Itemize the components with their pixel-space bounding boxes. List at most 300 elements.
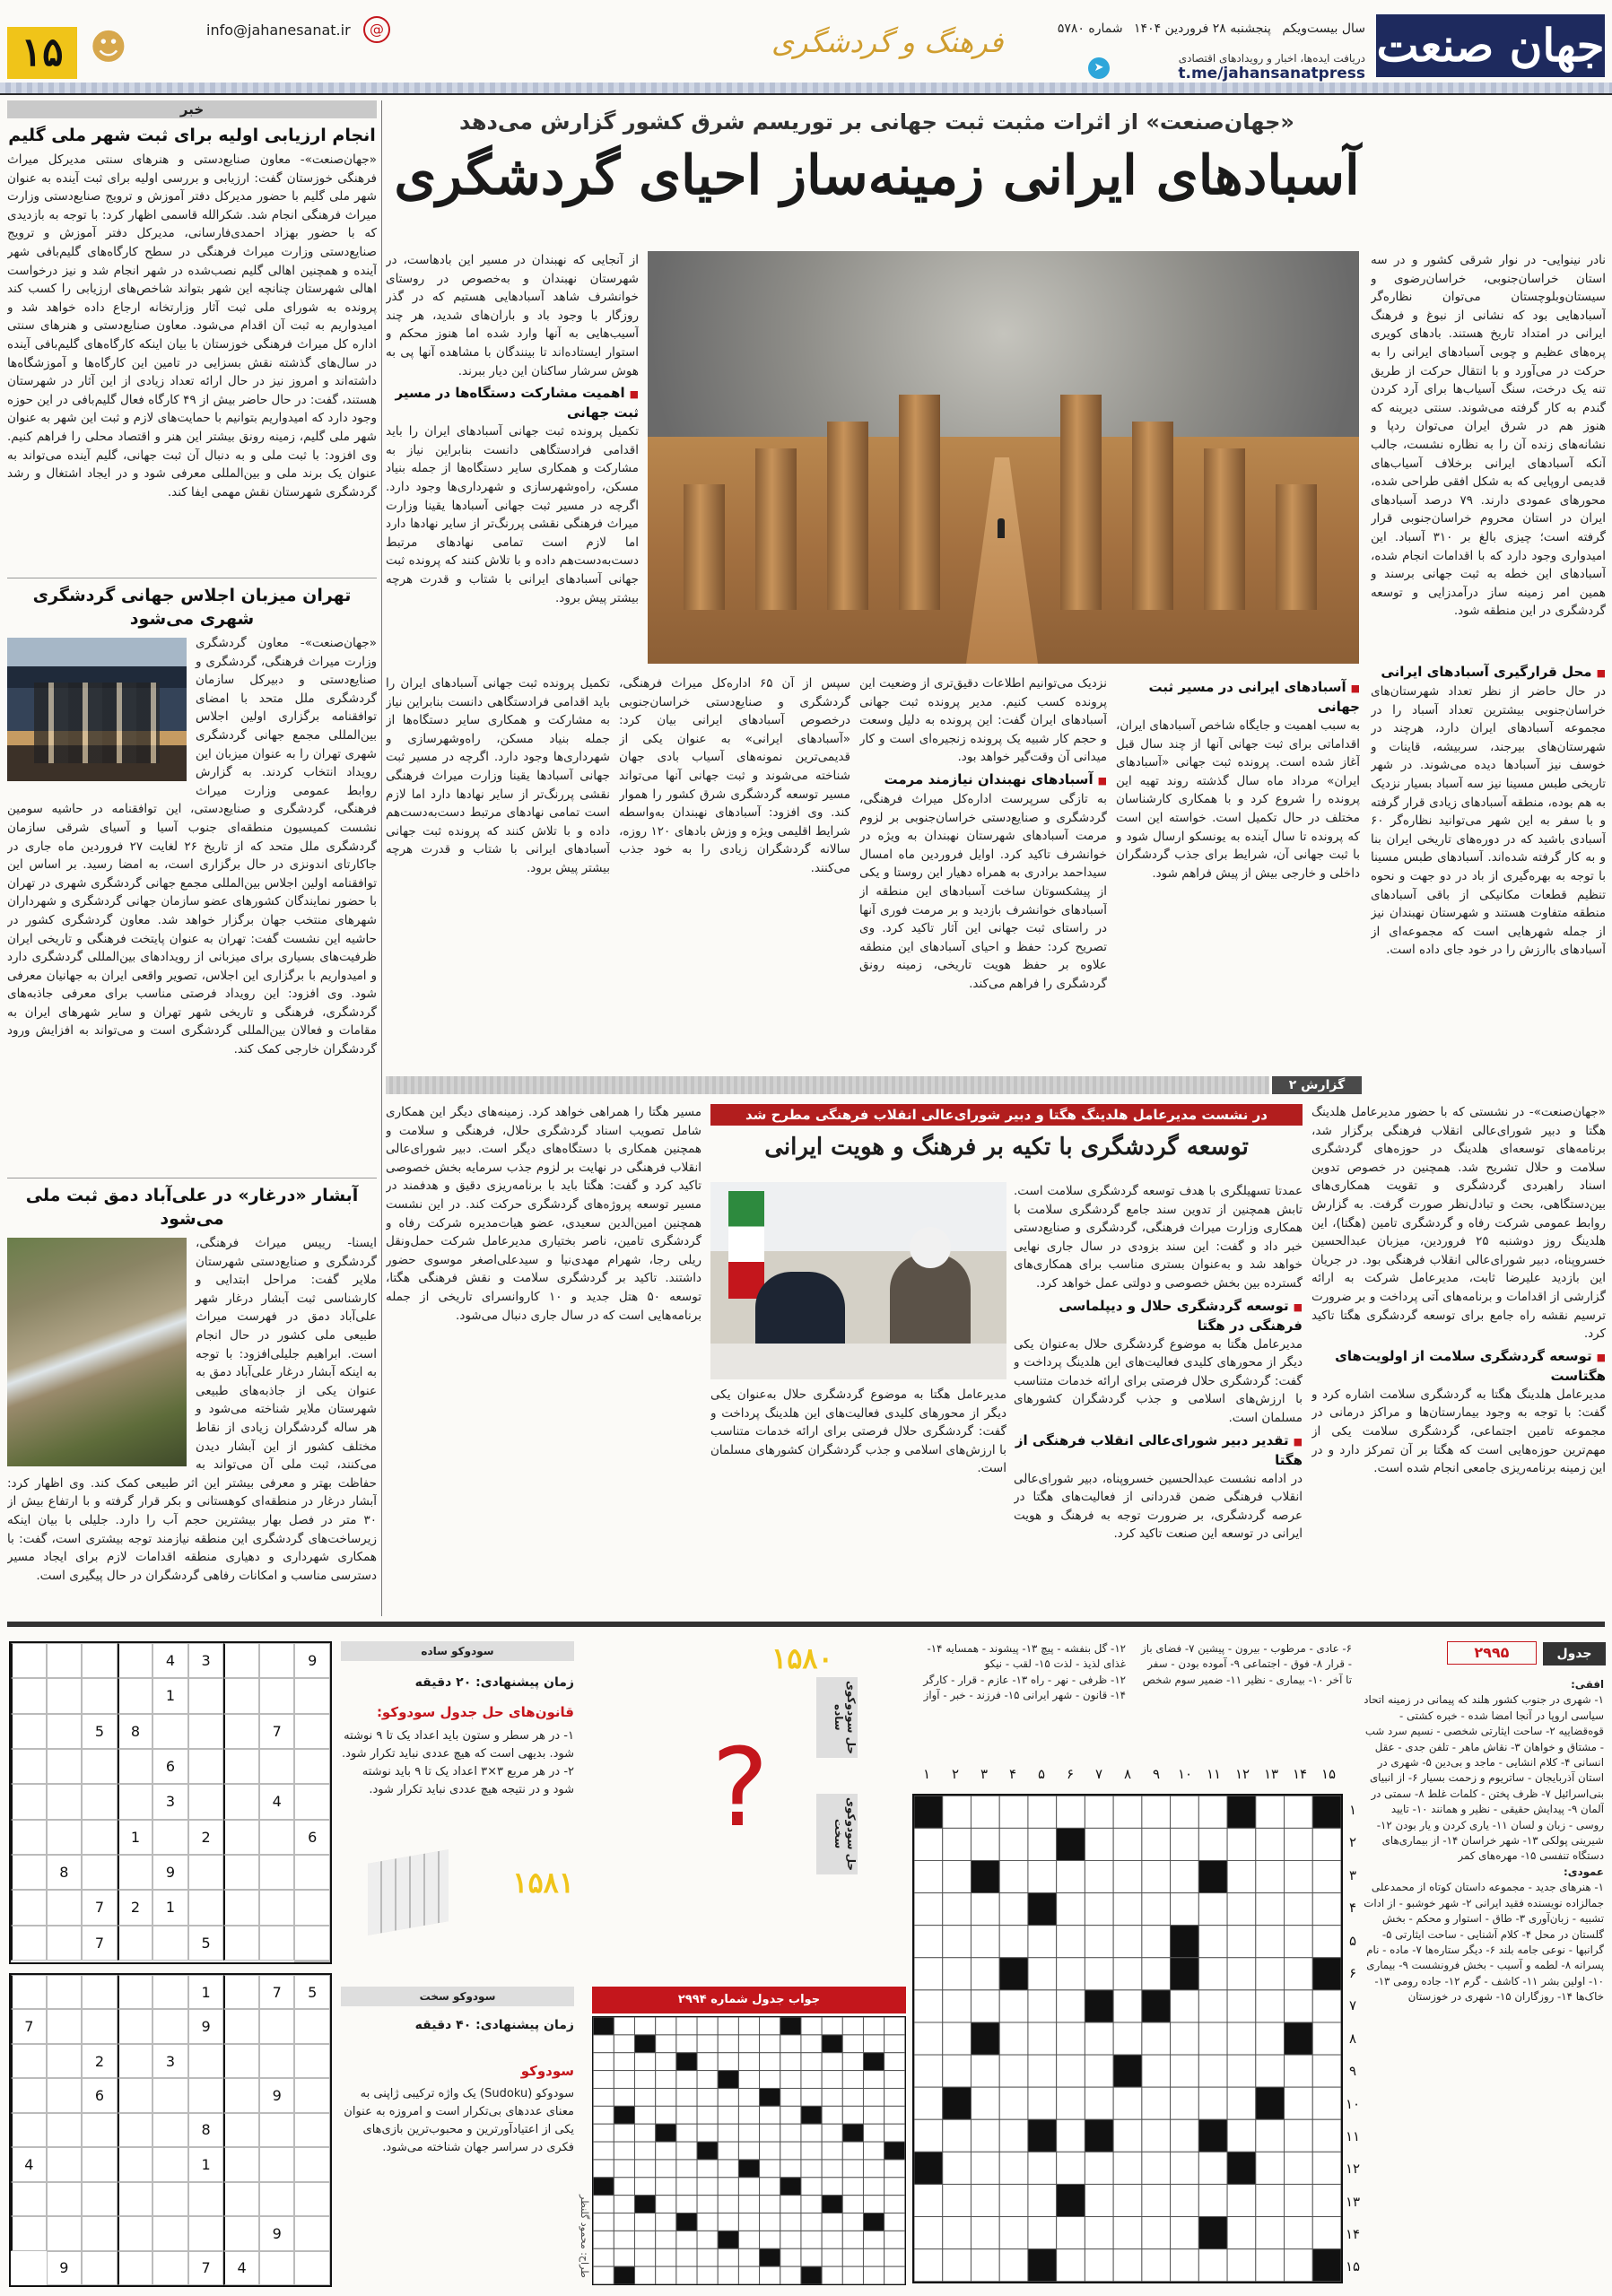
sudoku-cell[interactable] bbox=[152, 1926, 188, 1961]
crossword-cell[interactable] bbox=[1171, 2249, 1199, 2282]
crossword-cell[interactable] bbox=[1171, 2217, 1199, 2249]
crossword-cell[interactable] bbox=[1142, 1926, 1171, 1958]
crossword-cell[interactable] bbox=[760, 2160, 780, 2178]
sudoku-cell[interactable] bbox=[118, 1855, 153, 1890]
crossword-cell[interactable] bbox=[738, 2053, 759, 2071]
sudoku-cell[interactable] bbox=[152, 1820, 188, 1855]
sudoku-cell[interactable] bbox=[11, 1749, 47, 1784]
crossword-cell[interactable] bbox=[884, 2053, 905, 2071]
crossword-cell[interactable] bbox=[760, 2178, 780, 2196]
crossword-cell[interactable] bbox=[1256, 2217, 1285, 2249]
sudoku-cell[interactable]: 7 bbox=[82, 1890, 118, 1925]
crossword-cell[interactable] bbox=[1312, 2087, 1341, 2119]
crossword-cell[interactable] bbox=[780, 2142, 801, 2160]
crossword-cell[interactable] bbox=[999, 1926, 1028, 1958]
sudoku-cell[interactable] bbox=[152, 2078, 188, 2112]
sudoku-cell[interactable]: 6 bbox=[152, 1749, 188, 1784]
crossword-cell[interactable] bbox=[718, 2142, 738, 2160]
crossword-cell[interactable] bbox=[1057, 1990, 1085, 2022]
sudoku-cell[interactable] bbox=[152, 2182, 188, 2216]
crossword-cell[interactable] bbox=[780, 2088, 801, 2106]
crossword-cell[interactable] bbox=[801, 2178, 822, 2196]
crossword-cell[interactable] bbox=[593, 2196, 614, 2213]
sudoku-cell[interactable] bbox=[188, 1855, 224, 1890]
crossword-cell[interactable] bbox=[760, 2213, 780, 2231]
crossword-cell[interactable] bbox=[842, 2035, 863, 2053]
telegram-link[interactable]: t.me/jahansanatpress bbox=[1178, 65, 1365, 83]
crossword-cell[interactable] bbox=[593, 2035, 614, 2053]
crossword-cell[interactable] bbox=[1085, 1860, 1113, 1892]
crossword-cell[interactable] bbox=[914, 1958, 943, 1990]
sudoku-cell[interactable] bbox=[82, 2251, 118, 2285]
crossword-cell[interactable] bbox=[999, 2217, 1028, 2249]
crossword-cell[interactable] bbox=[635, 2053, 656, 2071]
sudoku-cell[interactable] bbox=[47, 1820, 83, 1855]
crossword-cell[interactable] bbox=[718, 2017, 738, 2035]
crossword-cell[interactable] bbox=[1256, 1796, 1285, 1828]
sudoku-cell[interactable] bbox=[223, 1890, 259, 1925]
crossword-cell[interactable] bbox=[914, 1926, 943, 1958]
crossword-cell[interactable] bbox=[718, 2035, 738, 2053]
crossword-cell[interactable] bbox=[801, 2196, 822, 2213]
crossword-cell[interactable] bbox=[1198, 1958, 1227, 1990]
crossword-cell[interactable] bbox=[884, 2231, 905, 2248]
crossword-cell[interactable] bbox=[999, 2152, 1028, 2184]
crossword-cell[interactable] bbox=[1113, 2022, 1142, 2055]
crossword-cell[interactable] bbox=[1312, 2184, 1341, 2216]
crossword-cell[interactable] bbox=[593, 2266, 614, 2284]
crossword-cell[interactable] bbox=[780, 2124, 801, 2142]
crossword-cell[interactable] bbox=[1057, 1796, 1085, 1828]
sudoku-cell[interactable]: 5 bbox=[188, 1926, 224, 1961]
sudoku-cell[interactable] bbox=[188, 2078, 224, 2112]
sudoku-cell[interactable] bbox=[118, 2182, 153, 2216]
crossword-cell[interactable] bbox=[999, 2119, 1028, 2152]
crossword-cell[interactable] bbox=[1227, 1828, 1256, 1860]
crossword-cell[interactable] bbox=[1028, 2152, 1057, 2184]
sudoku-cell[interactable] bbox=[152, 2147, 188, 2181]
crossword-cell[interactable] bbox=[801, 2231, 822, 2248]
sudoku-cell[interactable] bbox=[188, 1749, 224, 1784]
sudoku-cell[interactable] bbox=[11, 1820, 47, 1855]
crossword-cell[interactable] bbox=[1256, 1990, 1285, 2022]
crossword-cell[interactable] bbox=[971, 2249, 999, 2282]
crossword-cell[interactable] bbox=[801, 2248, 822, 2266]
crossword-cell[interactable] bbox=[1085, 2249, 1113, 2282]
crossword-cell[interactable] bbox=[656, 2196, 676, 2213]
crossword-cell[interactable] bbox=[760, 2053, 780, 2071]
crossword-cell[interactable] bbox=[1085, 2217, 1113, 2249]
sudoku-cell[interactable] bbox=[118, 1975, 153, 2009]
crossword-cell[interactable] bbox=[1113, 2217, 1142, 2249]
crossword-cell[interactable] bbox=[822, 2071, 842, 2089]
sudoku-cell[interactable] bbox=[259, 1820, 295, 1855]
crossword-cell[interactable] bbox=[697, 2088, 718, 2106]
crossword-cell[interactable] bbox=[1285, 1958, 1313, 1990]
crossword-cell[interactable] bbox=[1285, 2249, 1313, 2282]
crossword-cell[interactable] bbox=[1285, 1990, 1313, 2022]
sudoku-cell[interactable] bbox=[188, 1784, 224, 1819]
crossword-cell[interactable] bbox=[1285, 2217, 1313, 2249]
crossword-cell[interactable] bbox=[1312, 1990, 1341, 2022]
crossword-cell[interactable] bbox=[999, 2087, 1028, 2119]
crossword-cell[interactable] bbox=[760, 2124, 780, 2142]
crossword-cell[interactable] bbox=[760, 2106, 780, 2124]
sudoku-cell[interactable] bbox=[294, 1784, 330, 1819]
crossword-cell[interactable] bbox=[884, 2035, 905, 2053]
sudoku-cell[interactable]: 8 bbox=[47, 1855, 83, 1890]
crossword-cell[interactable] bbox=[760, 2035, 780, 2053]
sudoku-cell[interactable]: 9 bbox=[152, 1855, 188, 1890]
crossword-cell[interactable] bbox=[1198, 2184, 1227, 2216]
crossword-cell[interactable] bbox=[884, 2160, 905, 2178]
crossword-cell[interactable] bbox=[1113, 1958, 1142, 1990]
crossword-cell[interactable] bbox=[971, 2055, 999, 2087]
crossword-cell[interactable] bbox=[971, 2152, 999, 2184]
crossword-cell[interactable] bbox=[614, 2231, 634, 2248]
crossword-cell[interactable] bbox=[738, 2088, 759, 2106]
crossword-cell[interactable] bbox=[780, 2160, 801, 2178]
sudoku-cell[interactable] bbox=[82, 1975, 118, 2009]
crossword-cell[interactable] bbox=[842, 2266, 863, 2284]
sudoku-cell[interactable] bbox=[47, 1714, 83, 1749]
crossword-cell[interactable] bbox=[822, 2124, 842, 2142]
sudoku-cell[interactable] bbox=[152, 1714, 188, 1749]
crossword-grid[interactable] bbox=[912, 1794, 1343, 2283]
crossword-cell[interactable] bbox=[822, 2106, 842, 2124]
crossword-cell[interactable] bbox=[842, 2088, 863, 2106]
crossword-cell[interactable] bbox=[971, 1990, 999, 2022]
crossword-cell[interactable] bbox=[1142, 1893, 1171, 1926]
crossword-cell[interactable] bbox=[1113, 2119, 1142, 2152]
crossword-cell[interactable] bbox=[971, 2087, 999, 2119]
sudoku-cell[interactable] bbox=[47, 1890, 83, 1925]
sudoku-cell[interactable]: 7 bbox=[188, 2251, 224, 2285]
sudoku-cell[interactable] bbox=[47, 1678, 83, 1713]
crossword-cell[interactable] bbox=[971, 1926, 999, 1958]
sudoku-cell[interactable] bbox=[11, 1714, 47, 1749]
sudoku-cell[interactable] bbox=[188, 2044, 224, 2078]
crossword-cell[interactable] bbox=[593, 2213, 614, 2231]
crossword-cell[interactable] bbox=[863, 2124, 884, 2142]
sudoku-cell[interactable]: 9 bbox=[47, 2251, 83, 2285]
crossword-cell[interactable] bbox=[656, 2160, 676, 2178]
crossword-cell[interactable] bbox=[614, 2053, 634, 2071]
crossword-cell[interactable] bbox=[1285, 1828, 1313, 1860]
crossword-cell[interactable] bbox=[1142, 2087, 1171, 2119]
crossword-cell[interactable] bbox=[971, 2119, 999, 2152]
crossword-cell[interactable] bbox=[697, 2071, 718, 2089]
crossword-cell[interactable] bbox=[884, 2124, 905, 2142]
crossword-cell[interactable] bbox=[1171, 2119, 1199, 2152]
sudoku-cell[interactable]: 6 bbox=[294, 1820, 330, 1855]
crossword-cell[interactable] bbox=[697, 2106, 718, 2124]
sudoku-cell[interactable] bbox=[259, 1749, 295, 1784]
sudoku-cell[interactable] bbox=[11, 1975, 47, 2009]
crossword-cell[interactable] bbox=[635, 2213, 656, 2231]
crossword-cell[interactable] bbox=[718, 2178, 738, 2196]
crossword-cell[interactable] bbox=[676, 2106, 697, 2124]
sudoku-cell[interactable]: 2 bbox=[82, 2044, 118, 2078]
sudoku-cell[interactable] bbox=[118, 2009, 153, 2043]
sudoku-cell[interactable] bbox=[259, 1678, 295, 1713]
crossword-cell[interactable] bbox=[1028, 1958, 1057, 1990]
crossword-cell[interactable] bbox=[1256, 1860, 1285, 1892]
crossword-cell[interactable] bbox=[656, 2248, 676, 2266]
sudoku-cell[interactable] bbox=[294, 1890, 330, 1925]
crossword-cell[interactable] bbox=[1198, 2022, 1227, 2055]
crossword-cell[interactable] bbox=[842, 2196, 863, 2213]
crossword-cell[interactable] bbox=[801, 2160, 822, 2178]
sudoku-cell[interactable] bbox=[259, 1926, 295, 1961]
crossword-cell[interactable] bbox=[863, 2178, 884, 2196]
sudoku-cell[interactable] bbox=[47, 1975, 83, 2009]
sudoku-cell[interactable] bbox=[118, 1749, 153, 1784]
crossword-cell[interactable] bbox=[943, 2119, 972, 2152]
crossword-cell[interactable] bbox=[1142, 2184, 1171, 2216]
crossword-cell[interactable] bbox=[738, 2017, 759, 2035]
crossword-cell[interactable] bbox=[1142, 1796, 1171, 1828]
sudoku-cell[interactable] bbox=[82, 2009, 118, 2043]
crossword-cell[interactable] bbox=[1113, 1828, 1142, 1860]
crossword-cell[interactable] bbox=[614, 2160, 634, 2178]
crossword-cell[interactable] bbox=[738, 2178, 759, 2196]
sudoku-cell[interactable] bbox=[11, 1855, 47, 1890]
crossword-cell[interactable] bbox=[614, 2124, 634, 2142]
crossword-cell[interactable] bbox=[614, 2017, 634, 2035]
crossword-cell[interactable] bbox=[1171, 1860, 1199, 1892]
crossword-cell[interactable] bbox=[718, 2266, 738, 2284]
crossword-cell[interactable] bbox=[1285, 2055, 1313, 2087]
crossword-cell[interactable] bbox=[914, 2055, 943, 2087]
crossword-cell[interactable] bbox=[1057, 2152, 1085, 2184]
crossword-cell[interactable] bbox=[1285, 2119, 1313, 2152]
crossword-cell[interactable] bbox=[914, 1893, 943, 1926]
crossword-cell[interactable] bbox=[738, 2196, 759, 2213]
sudoku-cell[interactable] bbox=[294, 1749, 330, 1784]
sudoku-cell[interactable] bbox=[47, 2113, 83, 2147]
sudoku-cell[interactable] bbox=[294, 1961, 330, 1962]
crossword-cell[interactable] bbox=[1057, 2055, 1085, 2087]
sudoku-cell[interactable] bbox=[294, 2216, 330, 2250]
crossword-cell[interactable] bbox=[999, 2055, 1028, 2087]
crossword-cell[interactable] bbox=[656, 2178, 676, 2196]
crossword-cell[interactable] bbox=[1256, 1893, 1285, 1926]
crossword-cell[interactable] bbox=[676, 2124, 697, 2142]
crossword-cell[interactable] bbox=[1057, 1926, 1085, 1958]
sudoku-cell[interactable]: 2 bbox=[188, 1820, 224, 1855]
sudoku-cell[interactable]: 3 bbox=[152, 2044, 188, 2078]
sudoku-cell[interactable] bbox=[47, 2182, 83, 2216]
crossword-cell[interactable] bbox=[1198, 2152, 1227, 2184]
sudoku-cell[interactable] bbox=[11, 1678, 47, 1713]
crossword-cell[interactable] bbox=[801, 2124, 822, 2142]
crossword-cell[interactable] bbox=[1312, 2217, 1341, 2249]
crossword-cell[interactable] bbox=[1227, 2184, 1256, 2216]
hard-sudoku-grid[interactable] bbox=[9, 1973, 332, 2287]
crossword-cell[interactable] bbox=[1312, 2152, 1341, 2184]
easy-sudoku-grid[interactable] bbox=[9, 1641, 332, 1964]
crossword-cell[interactable] bbox=[914, 2087, 943, 2119]
crossword-cell[interactable] bbox=[863, 2231, 884, 2248]
crossword-cell[interactable] bbox=[738, 2213, 759, 2231]
crossword-cell[interactable] bbox=[635, 2160, 656, 2178]
crossword-cell[interactable] bbox=[1198, 1893, 1227, 1926]
crossword-cell[interactable] bbox=[780, 2035, 801, 2053]
contact-email[interactable]: info@jahanesanat.ir bbox=[206, 22, 351, 39]
crossword-cell[interactable] bbox=[943, 1860, 972, 1892]
sudoku-cell[interactable] bbox=[11, 1926, 47, 1961]
sudoku-cell[interactable] bbox=[223, 2216, 259, 2250]
crossword-cell[interactable] bbox=[1227, 1860, 1256, 1892]
crossword-cell[interactable] bbox=[1198, 2249, 1227, 2282]
crossword-cell[interactable] bbox=[1057, 2249, 1085, 2282]
crossword-cell[interactable] bbox=[1142, 1860, 1171, 1892]
crossword-cell[interactable] bbox=[842, 2160, 863, 2178]
crossword-cell[interactable] bbox=[1227, 2022, 1256, 2055]
crossword-cell[interactable] bbox=[1171, 1990, 1199, 2022]
crossword-cell[interactable] bbox=[1256, 2152, 1285, 2184]
crossword-cell[interactable] bbox=[1028, 2087, 1057, 2119]
newspaper-logo[interactable]: جهان صنعت bbox=[1376, 14, 1605, 77]
crossword-cell[interactable] bbox=[1085, 1796, 1113, 1828]
crossword-cell[interactable] bbox=[780, 2106, 801, 2124]
crossword-cell[interactable] bbox=[676, 2178, 697, 2196]
crossword-cell[interactable] bbox=[1028, 1828, 1057, 1860]
sudoku-cell[interactable] bbox=[47, 1784, 83, 1819]
sudoku-cell[interactable] bbox=[294, 2182, 330, 2216]
crossword-cell[interactable] bbox=[1028, 2055, 1057, 2087]
crossword-cell[interactable] bbox=[1085, 2184, 1113, 2216]
sudoku-cell[interactable] bbox=[223, 1975, 259, 2009]
crossword-cell[interactable] bbox=[718, 2124, 738, 2142]
crossword-cell[interactable] bbox=[971, 1828, 999, 1860]
crossword-cell[interactable] bbox=[1198, 1926, 1227, 1958]
crossword-cell[interactable] bbox=[593, 2106, 614, 2124]
sudoku-cell[interactable] bbox=[294, 2044, 330, 2078]
sudoku-cell[interactable]: 7 bbox=[259, 1975, 295, 2009]
sudoku-cell[interactable] bbox=[47, 1749, 83, 1784]
crossword-cell[interactable] bbox=[1198, 1990, 1227, 2022]
crossword-cell[interactable] bbox=[718, 2053, 738, 2071]
crossword-cell[interactable] bbox=[1285, 1860, 1313, 1892]
crossword-cell[interactable] bbox=[884, 2178, 905, 2196]
crossword-cell[interactable] bbox=[676, 2231, 697, 2248]
crossword-cell[interactable] bbox=[593, 2231, 614, 2248]
crossword-cell[interactable] bbox=[1312, 1828, 1341, 1860]
crossword-cell[interactable] bbox=[676, 2088, 697, 2106]
crossword-cell[interactable] bbox=[614, 2071, 634, 2089]
crossword-cell[interactable] bbox=[1057, 1893, 1085, 1926]
sudoku-cell[interactable] bbox=[294, 1855, 330, 1890]
crossword-cell[interactable] bbox=[884, 2106, 905, 2124]
crossword-cell[interactable] bbox=[1227, 1926, 1256, 1958]
sudoku-cell[interactable]: 4 bbox=[11, 2147, 47, 2181]
sudoku-cell[interactable] bbox=[82, 1784, 118, 1819]
crossword-cell[interactable] bbox=[676, 2160, 697, 2178]
sudoku-cell[interactable]: 7 bbox=[82, 1926, 118, 1961]
crossword-cell[interactable] bbox=[1142, 1828, 1171, 1860]
crossword-cell[interactable] bbox=[1312, 1893, 1341, 1926]
sudoku-cell[interactable] bbox=[223, 1820, 259, 1855]
sudoku-cell[interactable] bbox=[11, 2044, 47, 2078]
sudoku-cell[interactable] bbox=[188, 1890, 224, 1925]
crossword-cell[interactable] bbox=[822, 2248, 842, 2266]
crossword-cell[interactable] bbox=[676, 2248, 697, 2266]
crossword-cell[interactable] bbox=[718, 2088, 738, 2106]
crossword-cell[interactable] bbox=[971, 1796, 999, 1828]
crossword-cell[interactable] bbox=[1256, 2055, 1285, 2087]
crossword-cell[interactable] bbox=[801, 2071, 822, 2089]
sudoku-cell[interactable]: 1 bbox=[152, 1678, 188, 1713]
crossword-cell[interactable] bbox=[635, 2071, 656, 2089]
crossword-cell[interactable] bbox=[738, 2071, 759, 2089]
sudoku-cell[interactable] bbox=[47, 2216, 83, 2250]
crossword-cell[interactable] bbox=[842, 2213, 863, 2231]
sudoku-cell[interactable] bbox=[118, 2251, 153, 2285]
crossword-cell[interactable] bbox=[999, 2022, 1028, 2055]
crossword-cell[interactable] bbox=[614, 2196, 634, 2213]
sudoku-cell[interactable] bbox=[259, 2044, 295, 2078]
crossword-cell[interactable] bbox=[1113, 2249, 1142, 2282]
sudoku-cell[interactable] bbox=[152, 2251, 188, 2285]
crossword-cell[interactable] bbox=[863, 2248, 884, 2266]
crossword-cell[interactable] bbox=[884, 2088, 905, 2106]
crossword-cell[interactable] bbox=[999, 1860, 1028, 1892]
crossword-cell[interactable] bbox=[971, 1958, 999, 1990]
crossword-cell[interactable] bbox=[884, 2248, 905, 2266]
crossword-cell[interactable] bbox=[1113, 1796, 1142, 1828]
sudoku-cell[interactable]: 4 bbox=[223, 2251, 259, 2285]
sudoku-cell[interactable] bbox=[118, 1678, 153, 1713]
crossword-cell[interactable] bbox=[635, 2178, 656, 2196]
sudoku-cell[interactable] bbox=[47, 1643, 83, 1678]
sudoku-cell[interactable] bbox=[11, 1890, 47, 1925]
crossword-cell[interactable] bbox=[1285, 1926, 1313, 1958]
crossword-cell[interactable] bbox=[1312, 2055, 1341, 2087]
crossword-cell[interactable] bbox=[697, 2035, 718, 2053]
crossword-cell[interactable] bbox=[1171, 1796, 1199, 1828]
crossword-cell[interactable] bbox=[614, 2213, 634, 2231]
sudoku-cell[interactable]: 5 bbox=[82, 1714, 118, 1749]
crossword-cell[interactable] bbox=[614, 2248, 634, 2266]
crossword-cell[interactable] bbox=[863, 2142, 884, 2160]
crossword-cell[interactable] bbox=[656, 2266, 676, 2284]
crossword-cell[interactable] bbox=[614, 2035, 634, 2053]
sudoku-cell[interactable] bbox=[259, 2182, 295, 2216]
crossword-cell[interactable] bbox=[863, 2017, 884, 2035]
sudoku-cell[interactable] bbox=[82, 1678, 118, 1713]
crossword-cell[interactable] bbox=[760, 2231, 780, 2248]
sudoku-cell[interactable] bbox=[82, 1855, 118, 1890]
sudoku-cell[interactable] bbox=[11, 2113, 47, 2147]
crossword-cell[interactable] bbox=[1085, 2022, 1113, 2055]
crossword-cell[interactable] bbox=[635, 2088, 656, 2106]
crossword-cell[interactable] bbox=[1227, 1990, 1256, 2022]
crossword-cell[interactable] bbox=[999, 2184, 1028, 2216]
crossword-cell[interactable] bbox=[718, 2196, 738, 2213]
sudoku-cell[interactable] bbox=[223, 1926, 259, 1961]
crossword-cell[interactable] bbox=[676, 2142, 697, 2160]
crossword-cell[interactable] bbox=[676, 2017, 697, 2035]
crossword-cell[interactable] bbox=[863, 2106, 884, 2124]
crossword-cell[interactable] bbox=[822, 2213, 842, 2231]
sudoku-cell[interactable]: 9 bbox=[259, 2216, 295, 2250]
crossword-cell[interactable] bbox=[1312, 1860, 1341, 1892]
crossword-cell[interactable] bbox=[614, 2088, 634, 2106]
crossword-cell[interactable] bbox=[1085, 1958, 1113, 1990]
crossword-cell[interactable] bbox=[1256, 2249, 1285, 2282]
